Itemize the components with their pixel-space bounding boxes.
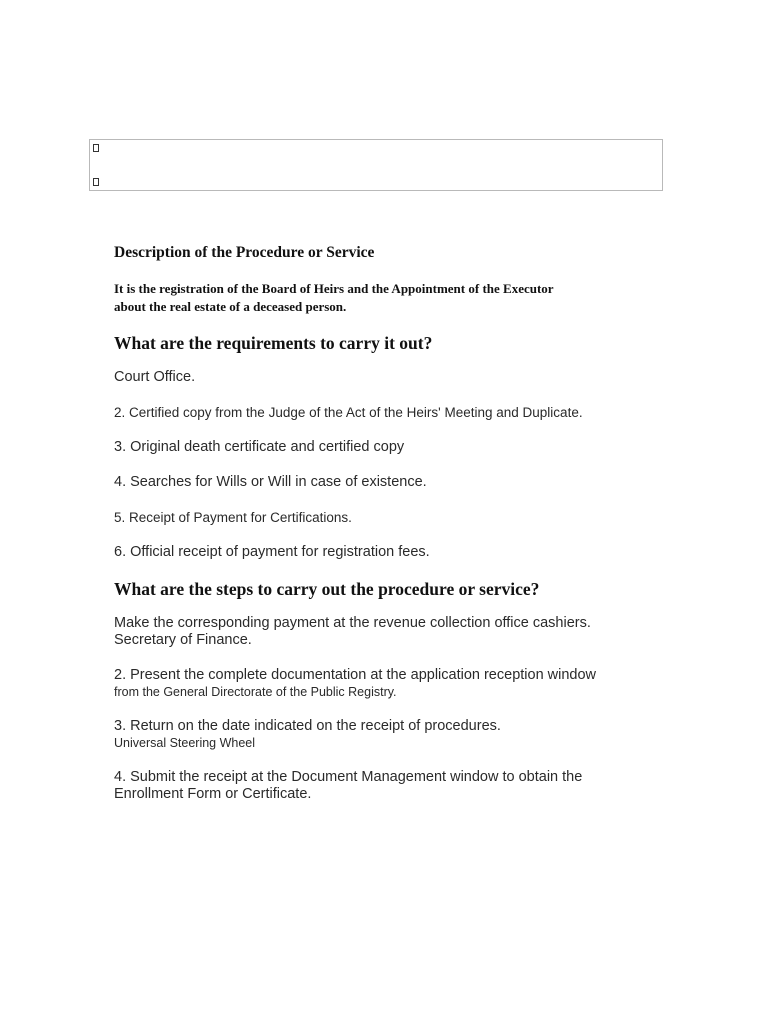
step-main: 2. Present the complete documentation at the application reception window: [114, 667, 597, 683]
description-line: about the real estate of a deceased person.: [114, 299, 347, 314]
description-text: [114, 280, 674, 316]
step-item: [114, 718, 674, 751]
step-item: [114, 615, 674, 649]
step-main: 3. Return on the date indicated on the receipt of procedures.: [114, 718, 501, 734]
description-heading: Description of the Procedure or Service: [114, 244, 375, 261]
steps-heading: What are the steps to carry out the procedure or service?: [114, 579, 540, 599]
step-continuation: Secretary of Finance.: [114, 632, 252, 648]
step-item: [114, 667, 674, 700]
step-main: Make the corresponding payment at the revenue collection office cashiers.: [114, 615, 591, 631]
document-body: [114, 244, 674, 821]
requirement-item: 3. Original death certificate and certified copy: [114, 439, 405, 455]
top-frame: [89, 139, 663, 191]
requirement-item: 6. Official receipt of payment for registration fees.: [114, 544, 430, 560]
step-item: [114, 769, 674, 803]
step-continuation: Enrollment Form or Certificate.: [114, 786, 312, 802]
step-continuation: Universal Steering Wheel: [114, 736, 256, 750]
requirement-item: 2. Certified copy from the Judge of the Act of the Heirs' Meeting and Duplicate.: [114, 405, 583, 420]
missing-glyph-icon: [93, 144, 99, 152]
requirement-item: 4. Searches for Wills or Will in case of existence.: [114, 474, 427, 490]
step-main: 4. Submit the receipt at the Document Management window to obtain the: [114, 769, 583, 785]
requirement-item: 5. Receipt of Payment for Certifications.: [114, 510, 352, 525]
missing-glyph-icon: [93, 178, 99, 186]
requirements-heading: What are the requirements to carry it out?: [114, 333, 433, 353]
description-line: It is the registration of the Board of Heirs and the Appointment of the Executor: [114, 281, 554, 296]
requirement-item: Court Office.: [114, 369, 196, 385]
step-continuation: from the General Directorate of the Public Registry.: [114, 685, 397, 699]
